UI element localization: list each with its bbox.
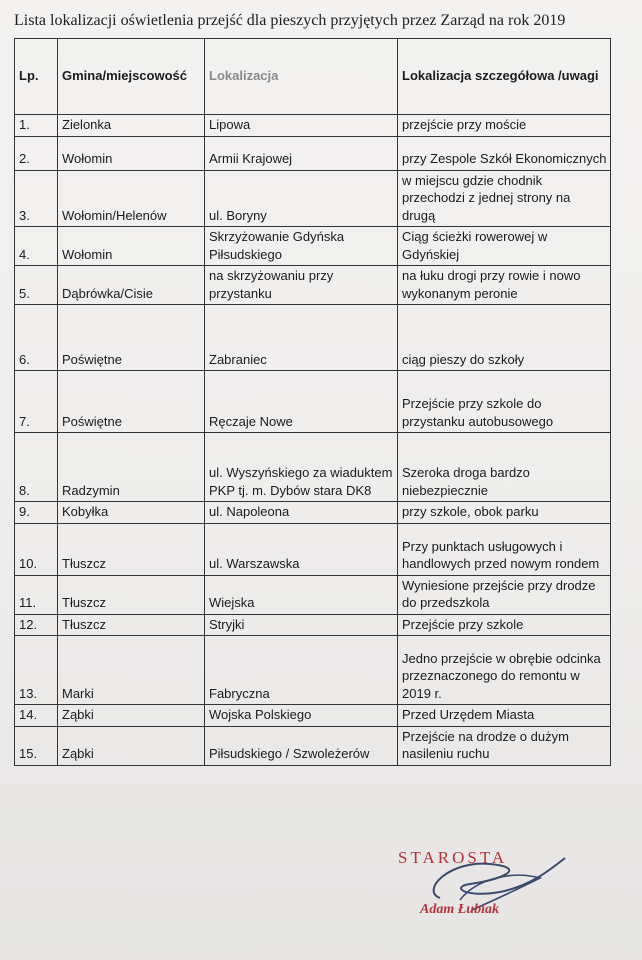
cell-lokalizacja: Zabraniec <box>205 305 398 371</box>
cell-lokalizacja: ul. Boryny <box>205 170 398 227</box>
table-row <box>15 266 611 305</box>
locations-table <box>14 38 611 766</box>
cell-gmina: Ząbki <box>58 705 205 727</box>
cell-lp: 3. <box>15 170 58 227</box>
cell-gmina: Wołomin/Helenów <box>58 170 205 227</box>
cell-gmina: Marki <box>58 636 205 705</box>
cell-uwagi: Jedno przejście w obrębie odcinka przeznaczonego do remontu w 2019 r. <box>398 636 611 705</box>
cell-gmina: Zielonka <box>58 115 205 137</box>
cell-lokalizacja: Wojska Polskiego <box>205 705 398 727</box>
header-lokalizacja: Lokalizacja <box>205 39 398 115</box>
table-row <box>15 433 611 502</box>
cell-uwagi: Ciąg ścieżki rowerowej w Gdyńskiej <box>398 227 611 266</box>
cell-gmina: Kobyłka <box>58 502 205 524</box>
cell-lokalizacja: Armii Krajowej <box>205 136 398 170</box>
cell-lokalizacja: ul. Warszawska <box>205 523 398 575</box>
cell-uwagi: Przy punktach usługowych i handlowych przed nowym rondem <box>398 523 611 575</box>
signature-title: STAROSTA <box>398 848 508 867</box>
cell-uwagi: w miejscu gdzie chodnik przechodzi z jednej strony na drugą <box>398 170 611 227</box>
table-header-row <box>15 39 611 115</box>
table-row <box>15 115 611 137</box>
cell-gmina: Wołomin <box>58 227 205 266</box>
cell-gmina: Tłuszcz <box>58 614 205 636</box>
cell-lp: 5. <box>15 266 58 305</box>
cell-lokalizacja: Piłsudskiego / Szwoleżerów <box>205 726 398 765</box>
cell-lokalizacja: Lipowa <box>205 115 398 137</box>
cell-gmina: Dąbrówka/Cisie <box>58 266 205 305</box>
table-row <box>15 575 611 614</box>
cell-uwagi: na łuku drogi przy rowie i nowo wykonanym peronie <box>398 266 611 305</box>
cell-lokalizacja: na skrzyżowaniu przy przystanku <box>205 266 398 305</box>
cell-lokalizacja: ul. Napoleona <box>205 502 398 524</box>
cell-lp: 6. <box>15 305 58 371</box>
cell-lokalizacja: Fabryczna <box>205 636 398 705</box>
cell-uwagi: Przejście na drodze o dużym nasileniu ruchu <box>398 726 611 765</box>
header-gmina: Gmina/miejscowość <box>58 39 205 115</box>
cell-lp: 14. <box>15 705 58 727</box>
document-title: Lista lokalizacji oświetlenia przejść dla pieszych przyjętych przez Zarząd na rok 2019 <box>14 12 566 29</box>
cell-uwagi: Przejście przy szkole do przystanku autobusowego <box>398 371 611 433</box>
table-row <box>15 502 611 524</box>
cell-gmina: Radzymin <box>58 433 205 502</box>
cell-gmina: Wołomin <box>58 136 205 170</box>
cell-lp: 8. <box>15 433 58 502</box>
cell-lp: 4. <box>15 227 58 266</box>
cell-uwagi: Szeroka droga bardzo niebezpiecznie <box>398 433 611 502</box>
signature-name: Adam Łubiak <box>420 902 499 917</box>
cell-gmina: Ząbki <box>58 726 205 765</box>
table-row <box>15 371 611 433</box>
table-row <box>15 705 611 727</box>
cell-lokalizacja: ul. Wyszyńskiego za wiaduktem PKP tj. m. Dybów stara DK8 <box>205 433 398 502</box>
table-row <box>15 636 611 705</box>
cell-uwagi: przy Zespole Szkół Ekonomicznych <box>398 136 611 170</box>
cell-lokalizacja: Skrzyżowanie Gdyńska Piłsudskiego <box>205 227 398 266</box>
table-row <box>15 305 611 371</box>
cell-gmina: Poświętne <box>58 371 205 433</box>
cell-uwagi: przy szkole, obok parku <box>398 502 611 524</box>
table-row <box>15 523 611 575</box>
cell-gmina: Tłuszcz <box>58 575 205 614</box>
cell-lp: 15. <box>15 726 58 765</box>
cell-uwagi: Przejście przy szkole <box>398 614 611 636</box>
cell-lp: 11. <box>15 575 58 614</box>
cell-lp: 12. <box>15 614 58 636</box>
cell-lp: 7. <box>15 371 58 433</box>
cell-uwagi: przejście przy moście <box>398 115 611 137</box>
table-row <box>15 170 611 227</box>
table-row <box>15 614 611 636</box>
cell-lp: 1. <box>15 115 58 137</box>
cell-lokalizacja: Stryjki <box>205 614 398 636</box>
cell-uwagi: Wyniesione przejście przy drodze do przedszkola <box>398 575 611 614</box>
cell-gmina: Tłuszcz <box>58 523 205 575</box>
cell-lp: 2. <box>15 136 58 170</box>
signature-stamp <box>380 840 580 930</box>
cell-lokalizacja: Ręczaje Nowe <box>205 371 398 433</box>
header-szczegolowa: Lokalizacja szczegółowa /uwagi <box>398 39 611 115</box>
cell-uwagi: Przed Urzędem Miasta <box>398 705 611 727</box>
table-row <box>15 136 611 170</box>
cell-gmina: Poświętne <box>58 305 205 371</box>
cell-uwagi: ciąg pieszy do szkoły <box>398 305 611 371</box>
cell-lp: 13. <box>15 636 58 705</box>
table-row <box>15 726 611 765</box>
cell-lp: 10. <box>15 523 58 575</box>
table-row <box>15 227 611 266</box>
cell-lokalizacja: Wiejska <box>205 575 398 614</box>
cell-lp: 9. <box>15 502 58 524</box>
header-lp: Lp. <box>15 39 58 115</box>
